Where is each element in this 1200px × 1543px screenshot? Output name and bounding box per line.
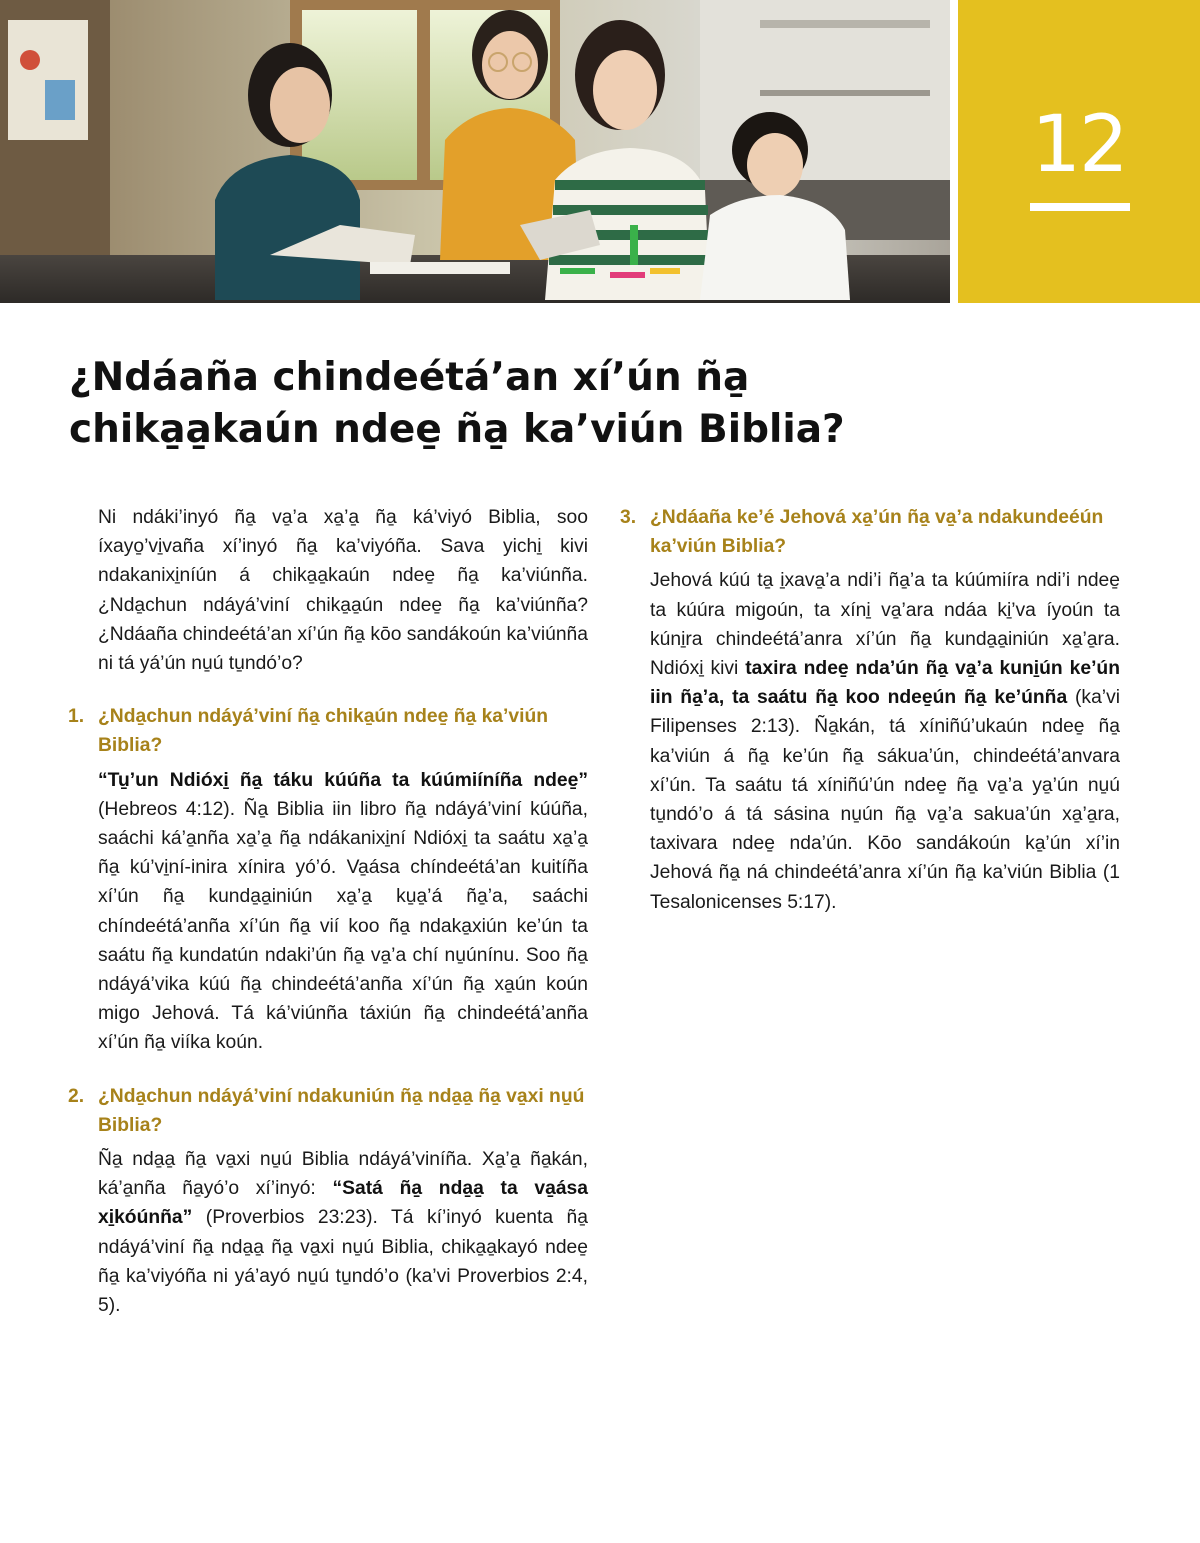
question-3-number: 3. bbox=[620, 507, 637, 528]
question-1-heading bbox=[68, 702, 588, 760]
question-2-title: ¿Nda̱chun ndáyá’viní ndakuniún ña̱ nda̱a̱ ña̱ va̱xi nu̱ú Biblia? bbox=[98, 1085, 585, 1136]
question-2-text-post: (Proverbios 23:23). Tá kí’inyó kuenta ña̱ ndáyá’viní ña̱ nda̱a̱ ña̱ va̱xi nu̱ú Biblia, chika̱a̱kayó ndee̱ ña̱ ka’viyóña ni yá’ayó nu̱ú tu̱ndó’o (ka’vi Proverbios 2:4, 5). bbox=[98, 1207, 588, 1317]
question-1-body bbox=[68, 766, 588, 1058]
header-photo bbox=[0, 0, 950, 303]
question-2-heading bbox=[68, 1082, 588, 1140]
family-bible-study-photo bbox=[0, 0, 950, 303]
right-column bbox=[620, 503, 1120, 917]
question-3-title: ¿Ndáaña ke’é Jehová xa̱’ún ña̱ va̱’a ndakundeéún ka’viún Biblia? bbox=[650, 507, 1104, 558]
question-3-heading bbox=[620, 503, 1120, 561]
question-3-text-post: (ka’vi Filipenses 2:13). Ña̱kán, tá xíniñú’ukaún ndee̱ ña̱ ka’viún á ña̱ ke’ún ña̱ sákua’ún, chindeétá’anvara xí’ún. Ta saátu tá xíniñú’ún ndee̱ ña̱ va̱’a ya̱’ún nu̱ú tu̱ndó’o á tá sásina nu̱ún ña̱ va̱’a sakua’ún xa̱’a̱ra, taxivara ndee̱ nda’ún. Kōo sandákoún ka̱’ún xí’in Jehová ña̱ ná chindeétá’anra xí’ún ña̱ ka’viún Biblia (1 Tesalonicenses 5:17). bbox=[650, 687, 1120, 913]
left-column bbox=[68, 503, 588, 1320]
lesson-number-block bbox=[958, 0, 1200, 303]
question-2-body bbox=[68, 1145, 588, 1320]
intro-paragraph: Ni ndáki’inyó ña̱ va̱’a xa̱’a̱ ña̱ ká’viyó Biblia, soo íxayo̱’vi̱vaña xí’inyó ña̱ ka’viyóña. Sava yichi̱ kivi ndakanixi̱níún á chika̱a̱kaún ndee̱ ña̱ ka’viúnña. ¿Nda̱chun ndáyá’viní chika̱a̱ún ndee̱ ña̱ ka’viúnña? ¿Ndáaña chindeétá’an xí’ún ña̱ kōo sandákoún ka’viúnña ni tá yá’ún nu̱ú tu̱ndó’o? bbox=[98, 507, 588, 675]
lesson-number: 12 bbox=[1031, 100, 1127, 190]
lesson-number-underline bbox=[1030, 203, 1130, 211]
question-3-bold-text: taxira ndee̱ nda’ún ña̱ va̱’a kuni̱ún ke’ún iin ña̱’a, ta saátu ña̱ koo ndee̱ún ña̱ ke’únña bbox=[650, 658, 1120, 709]
question-2-text-pre: Ña̱ nda̱a̱ ña̱ va̱xi nu̱ú Biblia ndáyá’viníña. Xa̱’a̱ ña̱kán, ká’a̱nña ña̱yó’o xí’inyó: bbox=[98, 1149, 588, 1200]
question-1-title: ¿Nda̱chun ndáyá’viní ña̱ chika̱ún ndee̱ ña̱ ka’viún Biblia? bbox=[98, 706, 549, 757]
question-3-text-pre: Jehová kúú ta̱ i̱xava̱’a ndi’i ña̱’a ta kúúmiíra ndi’i ndee̱ ta kúúra migoún, ta xíni̱ va̱’ara ndáa ki̱’va íyoún ta kúni̱ra chindeétá’anra xí’ún ña̱ kunda̱a̱iniún xa̱’a̱ra. Ndióxi̱ kivi bbox=[650, 570, 1120, 680]
question-1-bold-quote: “Tu̱’un Ndióxi̱ ña̱ táku kúúña ta kúúmiíníña ndee̱” bbox=[98, 769, 588, 791]
question-1-number: 1. bbox=[68, 706, 85, 728]
question-2-bold-quote: “Satá ña̱ nda̱a̱ ta va̱ása xi̱kóúnña” bbox=[98, 1178, 588, 1229]
question-2-number: 2. bbox=[68, 1085, 85, 1107]
question-3-body bbox=[620, 566, 1120, 916]
question-1-text: (Hebreos 4:12). Ña̱ Biblia iin libro ña̱ ndáyá’viní kúúña, saáchi ká’a̱nña xa̱’a̱ ña̱ ndákanixi̱ní Ndióxi̱ ta saátu xa̱’a̱ ña̱ kú’vi̱ní-inira xínira yó’ó. Va̱ása chíndeétá’an kuitíña xí’ún ña̱ kunda̱a̱iniún xa̱’a̱ ku̱a̱’á ña̱’a, saáchi chíndeétá’anña xí’ún ña̱ vií koo ña̱ ndaka̱xiún ke’ún ta saátu ña̱ kundatún ndaki’ún ña̱ va̱’a chí nu̱únínu. Soo ña̱ ndáyá’vika kúú ña̱ chindeétá’anña xí’ún ña̱ xa̱ún koún migo Jehová. Tá ká’viúnña táxiún ña̱ chindeétá’anña xí’ún ña̱ viíka koún. bbox=[98, 798, 588, 1054]
page-title-line-1: ¿Ndáaña chindeétá’an xí’ún ña̱ bbox=[69, 355, 750, 400]
page-title bbox=[69, 352, 1129, 456]
page-title-line-2: chika̱a̱kaún ndee̱ ña̱ ka’viún Biblia? bbox=[69, 407, 845, 452]
